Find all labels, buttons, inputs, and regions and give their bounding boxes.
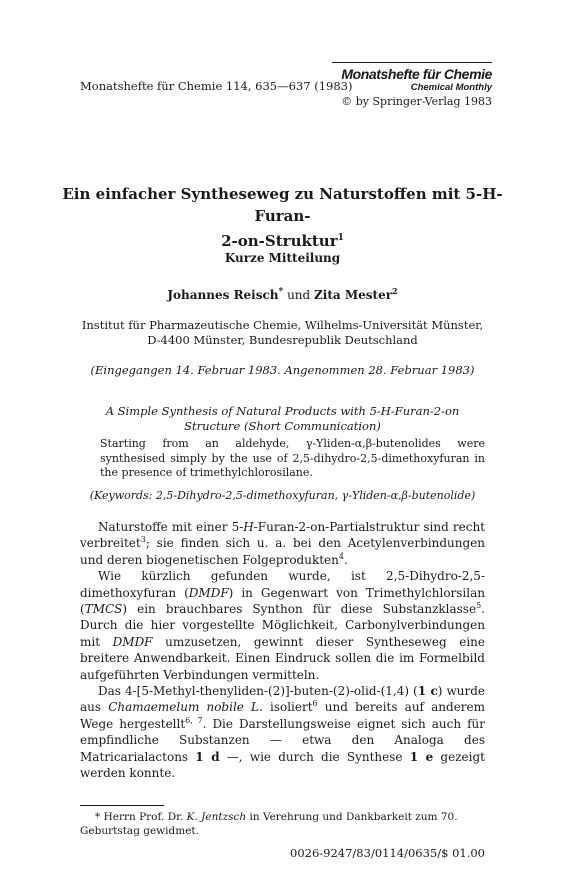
abstract-text: Starting from an aldehyde, γ-Yliden-α,β-butenolides were synthesised simply by the use of 2,5-dihydro-2,5-dimethoxyfuran in the presence of trimethylchlorosilane. xyxy=(100,437,485,479)
footnote xyxy=(80,810,485,838)
text-run: —, wie durch die Synthese xyxy=(219,749,410,764)
copyright: © by Springer-Verlag 1983 xyxy=(341,95,492,108)
author-2-mark: 2 xyxy=(392,286,398,296)
text-run: . Die Darstellungsweise eignet sich auch für empfindliche Substanzen — etwa den Analoga des Matricarialactons xyxy=(80,716,485,764)
text-run: umzusetzen, gewinnt dieser Syntheseweg eine breitere Anwendbarkeit. Einen Eindruck sollen die im Formelbild aufgeführten Verbindungen vermitteln. xyxy=(80,634,485,682)
compound-label: 1 e xyxy=(409,749,434,764)
body-text xyxy=(80,519,485,782)
paragraph-1 xyxy=(80,519,485,568)
journal-header xyxy=(332,62,492,109)
text-run: ) ein brauchbares Synthon für diese Substanzklasse xyxy=(122,602,477,617)
footnote-rule xyxy=(80,805,164,806)
text-run: Wie kürzlich gefunden wurde, ist 2,5-Dihydro-2,5-dimethoxyfuran ( xyxy=(80,569,485,600)
paragraph-3 xyxy=(80,683,485,781)
footnote-name: K. Jentzsch xyxy=(186,811,247,823)
title-line-2 xyxy=(60,227,505,252)
text-run-italic: DMDF xyxy=(112,634,153,649)
text-run: ) in Gegenwart von Trimethylchlorsilan ( xyxy=(80,585,485,617)
reference-mark: 5 xyxy=(476,601,482,611)
affiliation-line-1: Institut für Pharmazeutische Chemie, Wilhelms-Universität Münster, xyxy=(81,318,484,332)
author-1-mark: * xyxy=(278,287,284,297)
received-dates: (Eingegangen 14. Februar 1983. Angenommen 28. Februar 1983) xyxy=(90,363,475,377)
article-code: 0026-9247/83/0114/0635/$ 01.00 xyxy=(290,846,485,860)
author-1: Johannes Reisch xyxy=(167,288,279,302)
title-line-2-text: 2-on-Struktur xyxy=(221,232,338,250)
article-type: Kurze Mitteilung xyxy=(224,251,341,265)
reference-mark: 6, 7 xyxy=(185,715,203,725)
title-footnote-mark: 1 xyxy=(337,233,344,243)
text-run: gezeigt werden konnte. xyxy=(80,749,485,781)
species-name: Chamaemelum nobile L. xyxy=(108,700,263,715)
compound-label: 1 d xyxy=(195,749,220,764)
text-run: Naturstoffe mit einer 5- xyxy=(98,520,244,534)
author-2: Zita Mester xyxy=(314,288,393,302)
title-line-1: Ein einfacher Syntheseweg zu Naturstoffen mit 5-H-Furan- xyxy=(62,185,503,225)
journal-name: Monatshefte für Chemie xyxy=(341,66,492,82)
text-run-italic: DMDF xyxy=(188,585,229,600)
compound-label: 1 c xyxy=(417,684,438,699)
header-rule xyxy=(332,62,492,63)
journal-name-en: Chemical Monthly xyxy=(410,82,492,93)
citation-line: Monatshefte für Chemie 114, 635—637 (1983) xyxy=(80,79,353,93)
text-run: und bereits auf anderem Wege hergestellt xyxy=(80,700,486,731)
text-run: . Durch die hier vorgestellte Möglichkeit, Carbonylverbindungen mit xyxy=(80,602,485,649)
reference-mark: 3 xyxy=(140,535,146,545)
text-run: . xyxy=(343,552,348,567)
paragraph-2 xyxy=(80,568,485,683)
abstract-title: A Simple Synthesis of Natural Products with 5-H-Furan-2-on Structure (Short Communication) xyxy=(105,404,460,433)
text-run-italic: H xyxy=(243,520,254,534)
text-run: -Furan-2-on-Partialstruktur sind recht verbreitet xyxy=(80,520,486,551)
footnote-text: in Verehrung und Dankbarkeit zum 70. Geburtstag gewidmet. xyxy=(80,811,458,837)
footnote-text: * Herrn Prof. Dr. xyxy=(95,811,187,823)
reference-mark: 4 xyxy=(338,551,344,561)
reference-mark: 6 xyxy=(312,699,318,709)
affiliation-line-2: D-4400 Münster, Bundesrepublik Deutschland xyxy=(147,333,418,347)
text-run: ; sie finden sich u. a. bei den Acetylenverbindungen und deren biogenetischen Folgeprodukten xyxy=(80,536,485,567)
text-run: ) wurde aus xyxy=(80,684,486,715)
author-separator: und xyxy=(283,288,315,302)
article-title xyxy=(60,183,505,252)
authors xyxy=(60,286,505,302)
text-run: Das 4-[5-Methyl-thenyliden-(2)]-buten-(2)-olid-(1,4) ( xyxy=(98,684,418,699)
keywords: (Keywords: 2,5-Dihydro-2,5-dimethoxyfuran, γ-Yliden-α,β-butenolide) xyxy=(89,489,476,502)
affiliation xyxy=(60,318,505,348)
text-run: isoliert xyxy=(262,700,313,715)
text-run-italic: TMCS xyxy=(84,602,123,617)
